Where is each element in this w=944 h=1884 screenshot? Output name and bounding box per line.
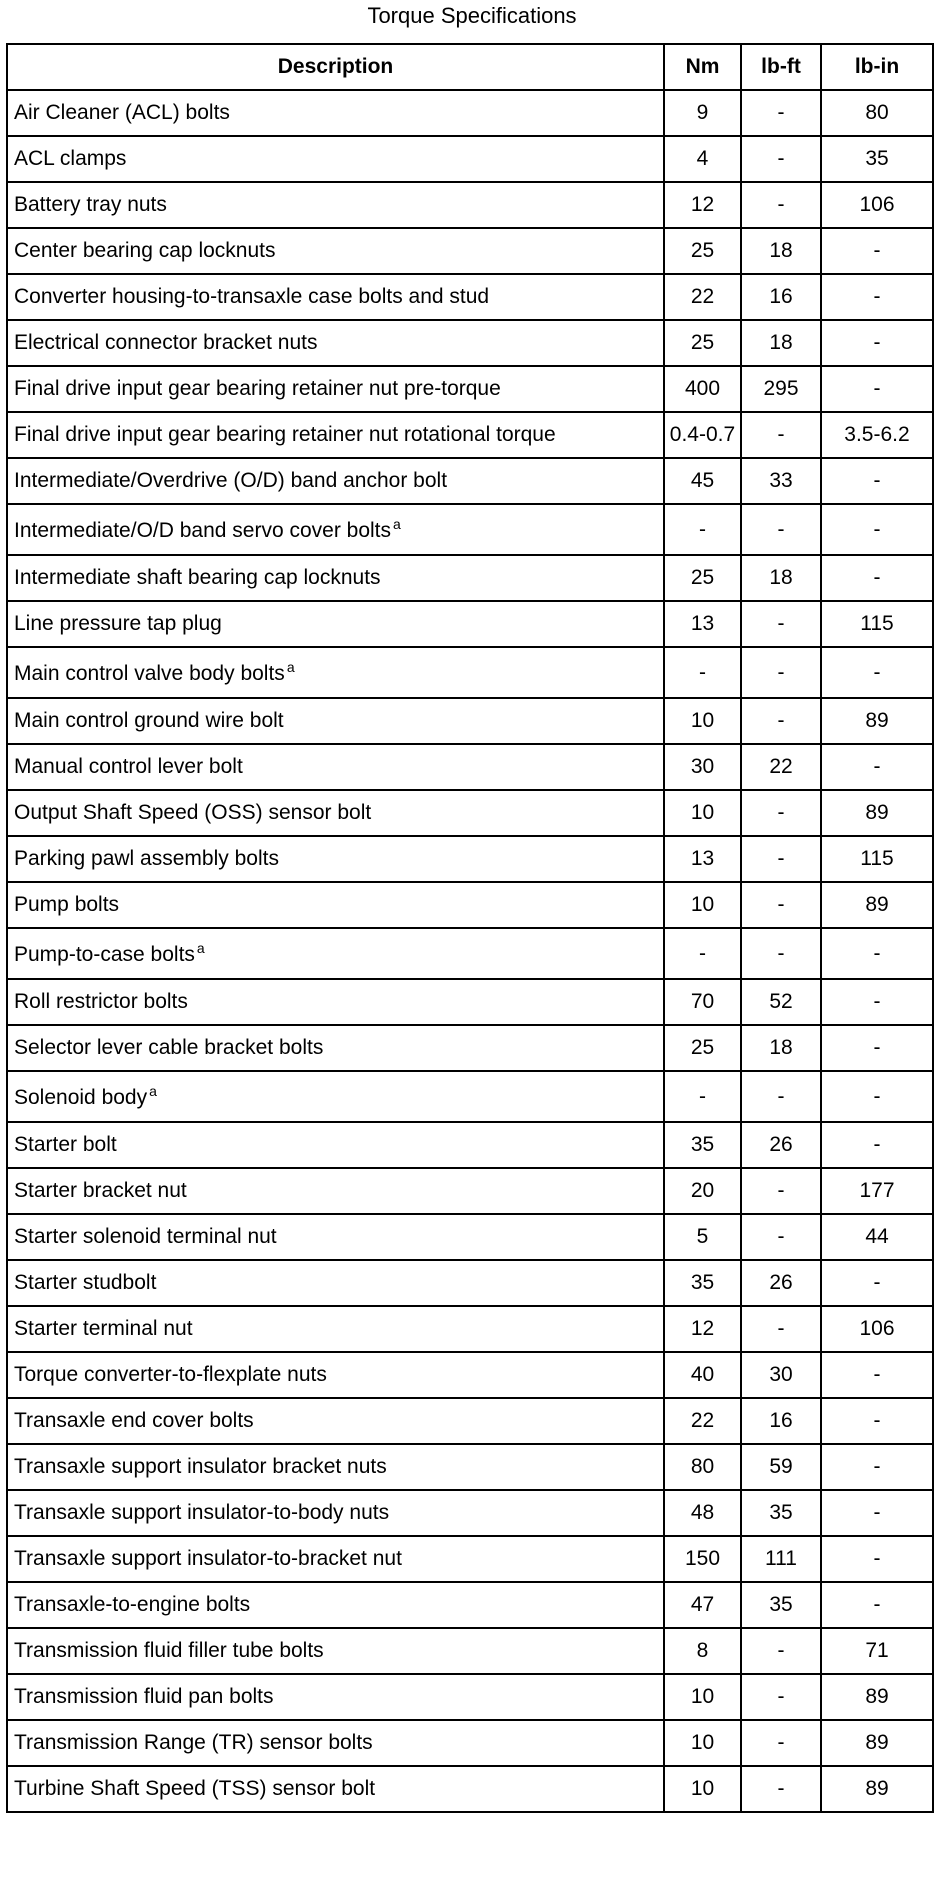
- cell-nm: 30: [664, 744, 741, 790]
- table-row: [7, 1490, 933, 1536]
- cell-lbin: -: [821, 366, 933, 412]
- cell-description: [7, 555, 664, 601]
- table-row: [7, 1168, 933, 1214]
- cell-nm: -: [664, 928, 741, 979]
- description-text: Selector lever cable bracket bolts: [14, 1036, 324, 1059]
- table-row: [7, 836, 933, 882]
- cell-lbft: -: [741, 1628, 821, 1674]
- description-text: Main control ground wire bolt: [14, 709, 284, 732]
- cell-lbft: 26: [741, 1122, 821, 1168]
- table-row: [7, 601, 933, 647]
- table-row: [7, 1398, 933, 1444]
- cell-description: [7, 1766, 664, 1812]
- cell-lbft: -: [741, 1674, 821, 1720]
- description-text: Line pressure tap plug: [14, 612, 222, 635]
- torque-spec-table: [6, 43, 934, 1813]
- table-row: [7, 698, 933, 744]
- cell-nm: 80: [664, 1444, 741, 1490]
- cell-nm: 0.4-0.7: [664, 412, 741, 458]
- cell-lbin: -: [821, 1122, 933, 1168]
- cell-lbft: 35: [741, 1490, 821, 1536]
- cell-nm: 13: [664, 836, 741, 882]
- table-row: [7, 1025, 933, 1071]
- cell-nm: 8: [664, 1628, 741, 1674]
- cell-nm: 25: [664, 1025, 741, 1071]
- table-row: [7, 1536, 933, 1582]
- cell-lbin: 177: [821, 1168, 933, 1214]
- description-text: Pump bolts: [14, 893, 120, 916]
- cell-lbin: -: [821, 1582, 933, 1628]
- table-row: [7, 1260, 933, 1306]
- cell-nm: 35: [664, 1260, 741, 1306]
- table-row: [7, 412, 933, 458]
- table-row: [7, 1628, 933, 1674]
- description-text: Starter bolt: [14, 1133, 117, 1156]
- cell-lbft: 30: [741, 1352, 821, 1398]
- cell-nm: 12: [664, 1306, 741, 1352]
- cell-lbft: -: [741, 836, 821, 882]
- cell-nm: -: [664, 647, 741, 698]
- description-text: Final drive input gear bearing retainer nut pre-torque: [14, 377, 501, 400]
- description-text: Torque converter-to-flexplate nuts: [14, 1363, 327, 1386]
- cell-nm: 13: [664, 601, 741, 647]
- description-text: Manual control lever bolt: [14, 755, 243, 778]
- cell-lbft: 16: [741, 1398, 821, 1444]
- footnote-marker: a: [149, 1083, 157, 1099]
- table-row: [7, 555, 933, 601]
- cell-lbin: -: [821, 458, 933, 504]
- cell-lbft: -: [741, 90, 821, 136]
- cell-lbft: 35: [741, 1582, 821, 1628]
- cell-nm: 20: [664, 1168, 741, 1214]
- table-row: [7, 1071, 933, 1122]
- cell-lbft: 18: [741, 228, 821, 274]
- cell-nm: 45: [664, 458, 741, 504]
- cell-nm: 400: [664, 366, 741, 412]
- table-row: [7, 1444, 933, 1490]
- cell-description: [7, 647, 664, 698]
- cell-lbin: -: [821, 504, 933, 555]
- cell-lbft: 26: [741, 1260, 821, 1306]
- cell-lbin: 35: [821, 136, 933, 182]
- cell-lbin: -: [821, 1260, 933, 1306]
- cell-nm: 70: [664, 979, 741, 1025]
- table-row: [7, 320, 933, 366]
- cell-nm: 10: [664, 882, 741, 928]
- cell-nm: 12: [664, 182, 741, 228]
- cell-nm: 22: [664, 1398, 741, 1444]
- cell-lbft: 295: [741, 366, 821, 412]
- footnote-marker: a: [393, 516, 401, 532]
- footnote-marker: a: [196, 940, 205, 956]
- table-row: [7, 274, 933, 320]
- cell-lbft: 18: [741, 1025, 821, 1071]
- cell-nm: 10: [664, 790, 741, 836]
- cell-lbft: -: [741, 647, 821, 698]
- cell-lbin: -: [821, 1352, 933, 1398]
- cell-nm: -: [664, 1071, 741, 1122]
- cell-lbft: 111: [741, 1536, 821, 1582]
- cell-lbin: 89: [821, 1720, 933, 1766]
- cell-lbft: -: [741, 1720, 821, 1766]
- cell-lbin: 89: [821, 882, 933, 928]
- page-title: Torque Specifications: [367, 3, 577, 28]
- cell-description: [7, 979, 664, 1025]
- cell-description: [7, 504, 664, 555]
- cell-description: [7, 1352, 664, 1398]
- cell-lbft: -: [741, 1071, 821, 1122]
- cell-description: [7, 836, 664, 882]
- description-text: Pump-to-case bolts: [14, 943, 195, 966]
- table-row: [7, 182, 933, 228]
- table-row: [7, 1352, 933, 1398]
- cell-lbin: 89: [821, 698, 933, 744]
- cell-lbft: 18: [741, 320, 821, 366]
- table-row: [7, 647, 933, 698]
- cell-nm: 10: [664, 1674, 741, 1720]
- table-row: [7, 979, 933, 1025]
- description-text: Transaxle-to-engine bolts: [14, 1593, 251, 1616]
- cell-description: [7, 928, 664, 979]
- cell-lbft: 16: [741, 274, 821, 320]
- cell-lbft: 18: [741, 555, 821, 601]
- cell-description: [7, 1582, 664, 1628]
- cell-lbin: -: [821, 1444, 933, 1490]
- description-text: Transaxle support insulator-to-bracket nut: [14, 1547, 402, 1570]
- table-row: [7, 1766, 933, 1812]
- table-row: [7, 1122, 933, 1168]
- cell-nm: 22: [664, 274, 741, 320]
- cell-nm: 4: [664, 136, 741, 182]
- cell-lbin: -: [821, 228, 933, 274]
- cell-description: [7, 1628, 664, 1674]
- description-text: Solenoid body: [14, 1086, 148, 1109]
- cell-description: [7, 320, 664, 366]
- description-text: Starter studbolt: [14, 1271, 157, 1294]
- cell-description: [7, 882, 664, 928]
- cell-lbin: 115: [821, 601, 933, 647]
- column-header-lbin: lb-in: [821, 44, 933, 90]
- cell-lbin: -: [821, 647, 933, 698]
- table-row: [7, 1720, 933, 1766]
- cell-lbft: -: [741, 136, 821, 182]
- cell-nm: 25: [664, 320, 741, 366]
- description-text: Electrical connector bracket nuts: [14, 331, 318, 354]
- table-row: [7, 928, 933, 979]
- description-text: Intermediate shaft bearing cap locknuts: [14, 566, 381, 589]
- header-row: [7, 44, 933, 90]
- cell-nm: 9: [664, 90, 741, 136]
- table-row: [7, 790, 933, 836]
- description-text: Transaxle support insulator-to-body nuts: [14, 1501, 390, 1524]
- cell-lbft: -: [741, 790, 821, 836]
- description-text: Air Cleaner (ACL) bolts: [14, 101, 230, 124]
- cell-lbft: -: [741, 182, 821, 228]
- cell-description: [7, 1025, 664, 1071]
- cell-lbin: -: [821, 979, 933, 1025]
- table-row: [7, 366, 933, 412]
- cell-lbft: -: [741, 1306, 821, 1352]
- description-text: Transmission fluid pan bolts: [14, 1685, 274, 1708]
- cell-lbin: 71: [821, 1628, 933, 1674]
- cell-description: [7, 412, 664, 458]
- cell-lbft: -: [741, 1214, 821, 1260]
- cell-nm: 25: [664, 228, 741, 274]
- cell-nm: 10: [664, 1766, 741, 1812]
- description-text: Final drive input gear bearing retainer nut rotational torque: [14, 423, 556, 446]
- cell-description: [7, 1214, 664, 1260]
- cell-lbin: 44: [821, 1214, 933, 1260]
- table-row: [7, 504, 933, 555]
- cell-nm: 35: [664, 1122, 741, 1168]
- cell-description: [7, 698, 664, 744]
- cell-lbin: 89: [821, 1766, 933, 1812]
- cell-lbin: -: [821, 1490, 933, 1536]
- cell-lbin: 89: [821, 790, 933, 836]
- cell-nm: 10: [664, 698, 741, 744]
- table-row: [7, 1306, 933, 1352]
- column-header-nm: Nm: [664, 44, 741, 90]
- table-row: [7, 1674, 933, 1720]
- cell-lbin: 115: [821, 836, 933, 882]
- cell-lbin: -: [821, 274, 933, 320]
- cell-description: [7, 1071, 664, 1122]
- cell-description: [7, 790, 664, 836]
- column-header-lbft: lb-ft: [741, 44, 821, 90]
- description-text: Transaxle support insulator bracket nuts: [14, 1455, 387, 1478]
- cell-nm: 5: [664, 1214, 741, 1260]
- cell-description: [7, 1398, 664, 1444]
- cell-description: [7, 274, 664, 320]
- column-header-description: Description: [7, 44, 664, 90]
- footnote-marker: a: [286, 659, 295, 675]
- table-row: [7, 228, 933, 274]
- table-body: [7, 90, 933, 1812]
- description-text: Intermediate/O/D band servo cover bolts: [14, 519, 392, 542]
- cell-lbin: -: [821, 1536, 933, 1582]
- cell-lbft: -: [741, 504, 821, 555]
- cell-description: [7, 1536, 664, 1582]
- description-text: Main control valve body bolts: [14, 662, 285, 685]
- cell-lbin: -: [821, 928, 933, 979]
- cell-lbft: -: [741, 601, 821, 647]
- cell-description: [7, 1306, 664, 1352]
- description-text: Battery tray nuts: [14, 193, 167, 216]
- cell-description: [7, 136, 664, 182]
- cell-description: [7, 744, 664, 790]
- description-text: ACL clamps: [14, 147, 127, 170]
- table-row: [7, 1214, 933, 1260]
- cell-lbin: 106: [821, 1306, 933, 1352]
- description-text: Turbine Shaft Speed (TSS) sensor bolt: [14, 1777, 376, 1800]
- description-text: Output Shaft Speed (OSS) sensor bolt: [14, 801, 372, 824]
- description-text: Starter solenoid terminal nut: [14, 1225, 277, 1248]
- cell-lbft: -: [741, 1766, 821, 1812]
- description-text: Transmission Range (TR) sensor bolts: [14, 1731, 373, 1754]
- cell-lbin: -: [821, 1025, 933, 1071]
- cell-lbft: -: [741, 928, 821, 979]
- cell-description: [7, 1260, 664, 1306]
- table-row: [7, 136, 933, 182]
- cell-description: [7, 90, 664, 136]
- cell-lbin: 3.5-6.2: [821, 412, 933, 458]
- table-row: [7, 882, 933, 928]
- cell-lbin: -: [821, 1071, 933, 1122]
- table-row: [7, 744, 933, 790]
- cell-lbft: -: [741, 882, 821, 928]
- cell-description: [7, 1490, 664, 1536]
- cell-nm: 40: [664, 1352, 741, 1398]
- description-text: Starter bracket nut: [14, 1179, 187, 1202]
- cell-description: [7, 1674, 664, 1720]
- cell-lbin: 80: [821, 90, 933, 136]
- cell-nm: 150: [664, 1536, 741, 1582]
- cell-description: [7, 1122, 664, 1168]
- cell-lbft: -: [741, 1168, 821, 1214]
- cell-nm: 25: [664, 555, 741, 601]
- cell-description: [7, 1720, 664, 1766]
- description-text: Converter housing-to-transaxle case bolts and stud: [14, 285, 490, 308]
- cell-nm: 48: [664, 1490, 741, 1536]
- cell-lbft: 33: [741, 458, 821, 504]
- table-row: [7, 1582, 933, 1628]
- cell-lbin: -: [821, 744, 933, 790]
- cell-description: [7, 182, 664, 228]
- description-text: Parking pawl assembly bolts: [14, 847, 279, 870]
- cell-nm: -: [664, 504, 741, 555]
- cell-description: [7, 458, 664, 504]
- cell-nm: 47: [664, 1582, 741, 1628]
- cell-lbft: -: [741, 698, 821, 744]
- description-text: Center bearing cap locknuts: [14, 239, 276, 262]
- cell-lbin: 106: [821, 182, 933, 228]
- cell-lbft: -: [741, 412, 821, 458]
- table-row: [7, 458, 933, 504]
- cell-description: [7, 1168, 664, 1214]
- table-row: [7, 90, 933, 136]
- description-text: Roll restrictor bolts: [14, 990, 188, 1013]
- cell-lbft: 22: [741, 744, 821, 790]
- description-text: Starter terminal nut: [14, 1317, 193, 1340]
- cell-lbin: -: [821, 320, 933, 366]
- cell-lbin: -: [821, 1398, 933, 1444]
- description-text: Intermediate/Overdrive (O/D) band anchor bolt: [14, 469, 448, 492]
- cell-description: [7, 366, 664, 412]
- cell-lbin: -: [821, 555, 933, 601]
- description-text: Transaxle end cover bolts: [14, 1409, 254, 1432]
- cell-lbin: 89: [821, 1674, 933, 1720]
- cell-nm: 10: [664, 1720, 741, 1766]
- cell-description: [7, 228, 664, 274]
- cell-description: [7, 601, 664, 647]
- cell-lbft: 59: [741, 1444, 821, 1490]
- description-text: Transmission fluid filler tube bolts: [14, 1639, 324, 1662]
- cell-lbft: 52: [741, 979, 821, 1025]
- cell-description: [7, 1444, 664, 1490]
